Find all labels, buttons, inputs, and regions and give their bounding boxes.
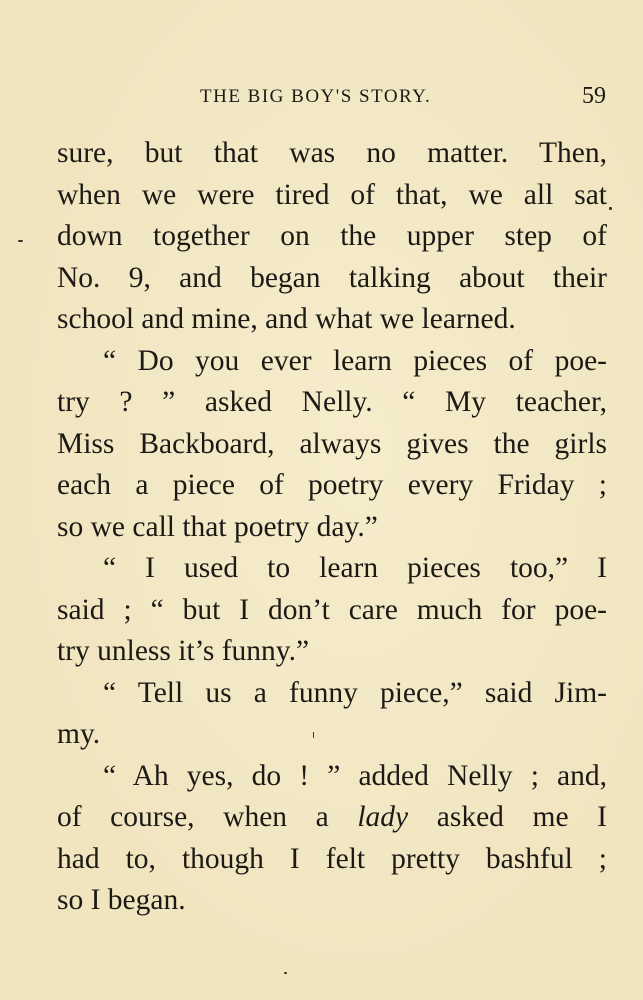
text-line: No. 9, and began talking about their [57, 261, 607, 294]
text-line: when we were tired of that, we all sat [57, 178, 607, 211]
print-speck [284, 972, 287, 974]
text-line: “ I used to learn pieces too,” I [103, 552, 607, 584]
text-line: try ? ” asked Nelly. “ My teacher, [57, 386, 607, 418]
text-line: so I began. [57, 884, 186, 916]
text-line: each a piece of poetry every Friday ; [57, 469, 607, 501]
text-segment: of course, when a [57, 801, 358, 833]
text-line [57, 797, 607, 839]
text-segment: asked me I [408, 801, 608, 833]
text-line: so we call that poetry day.” [57, 510, 378, 543]
print-speck [313, 732, 314, 738]
text-line: Miss Backboard, always gives the girls [57, 427, 607, 460]
print-speck [18, 240, 23, 242]
italic-word: lady [357, 801, 409, 833]
text-line: had to, though I felt pretty bashful ; [57, 842, 607, 875]
running-title: THE BIG BOY'S STORY. [200, 86, 432, 107]
text-line: sure, but that was no matter. Then, [57, 137, 607, 169]
text-line: “ Tell us a funny piece,” said Jim- [103, 676, 607, 709]
text-line: said ; “ but I don’t care much for poe- [57, 593, 607, 626]
running-header [60, 83, 606, 116]
text-line: school and mine, and what we learned. [57, 303, 516, 335]
text-line: “ Do you ever learn pieces of poe- [103, 344, 607, 377]
body-text [57, 133, 607, 922]
print-speck [609, 207, 612, 210]
text-line: my. [57, 718, 101, 750]
text-line: down together on the upper step of [57, 220, 607, 252]
page-number: 59 [582, 83, 606, 109]
text-line: “ Ah yes, do ! ” added Nelly ; and, [103, 759, 607, 792]
text-line: try unless it’s funny.” [57, 635, 310, 667]
